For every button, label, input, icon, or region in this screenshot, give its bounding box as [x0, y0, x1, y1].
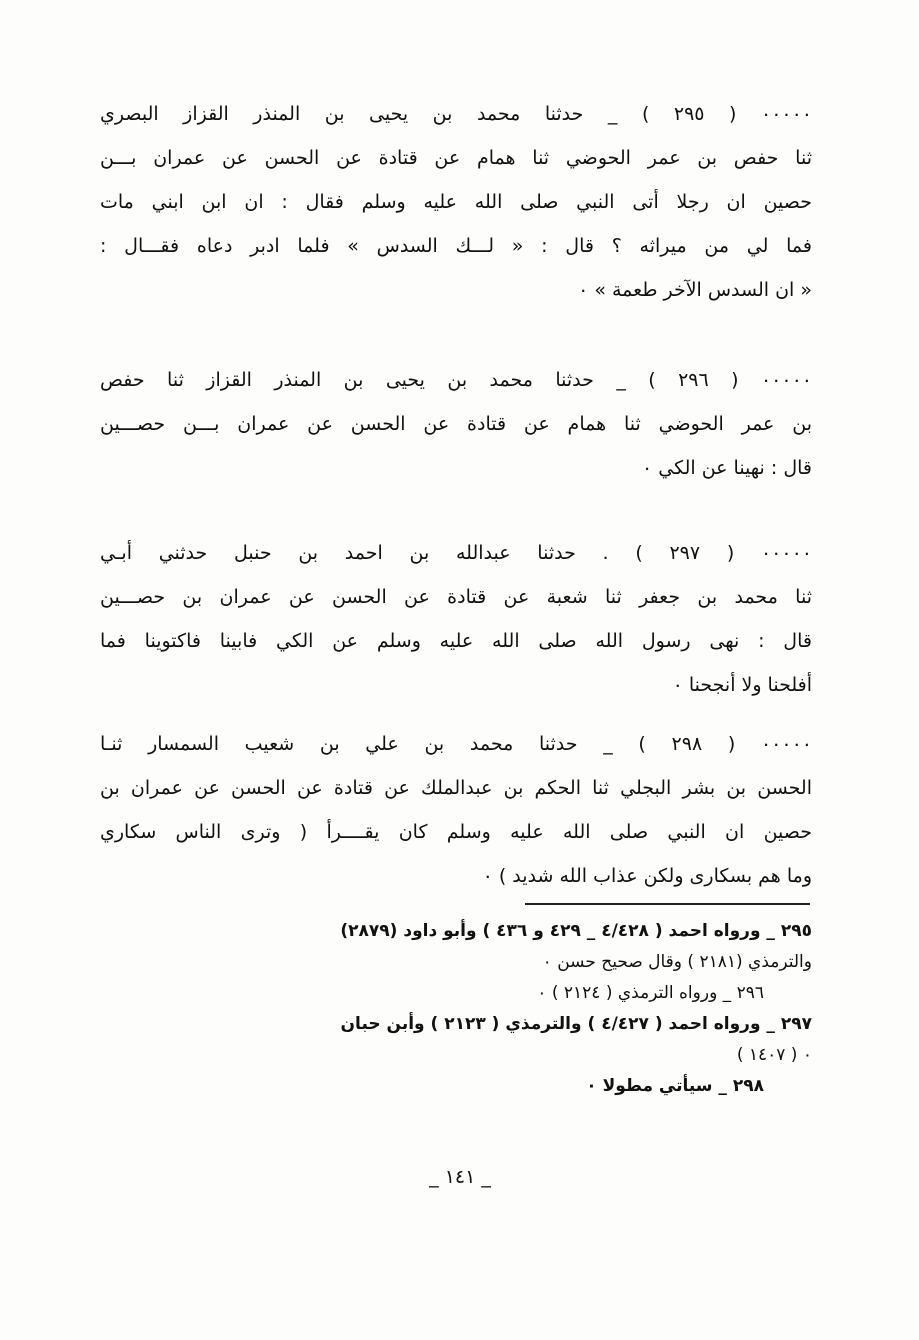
footnote-295-line-2: والترمذي (٢١٨١ ) وقال صحيح حسن ٠ [542, 952, 812, 972]
hadith-297 [100, 531, 812, 707]
hadith-297-line-2: ثنا محمد بن جعفر ثنا شعبة عن قتادة عن الحسن عن عمران بن حصـــين [100, 586, 812, 608]
hadith-298-line-3: حصين ان النبي صلى الله عليه وسلم كان يقــــرأ ( وترى الناس سكاري [100, 821, 812, 843]
page-number: _ ١٤١ _ [429, 1166, 491, 1188]
hadith-295-line-5: « ان السدس الآخر طعمة » ٠ [578, 279, 812, 301]
hadith-295 [100, 92, 812, 312]
hadith-297-line-4: أفلحنا ولا أنجحنا ٠ [672, 674, 812, 696]
hadith-298-line-2: الحسن بن بشر البجلي ثنا الحكم بن عبدالملك عن قتادة عن الحسن عن عمران بن [100, 777, 812, 799]
footnote-297-line-1: ٢٩٧ _ ورواه احمد ( ٤/٤٢٧ ) والترمذي ( ٢١٢٣ ) وأبن حبان [340, 1014, 812, 1034]
hadith-298 [100, 722, 812, 898]
hadith-296 [100, 358, 812, 490]
footnote-295-line-1: ٢٩٥ _ ورواه احمد ( ٤/٤٢٨ _ ٤٢٩ و ٤٣٦ ) وأبو داود (٢٨٧٩) [340, 921, 812, 941]
footnotes [100, 916, 812, 1102]
hadith-297-line-1: ٠٠٠٠٠ ( ٢٩٧ ) . حدثنا عبدالله بن احمد بن حنبل حدثني أبـي [100, 542, 812, 564]
hadith-298-line-4: وما هم بسكارى ولكن عذاب الله شديد ) ٠ [482, 865, 812, 887]
hadith-295-line-2: ثنا حفص بن عمر الحوضي ثنا همام عن قتادة عن الحسن عن عمران بـــن [100, 147, 812, 169]
hadith-296-line-3: قال : نهينا عن الكي ٠ [642, 457, 812, 479]
footnote-298: ٢٩٨ _ سيأتي مطولا ٠ [586, 1076, 764, 1096]
hadith-296-line-1: ٠٠٠٠٠ ( ٢٩٦ ) _ حدثنا محمد بن يحيى بن المنذر القزاز ثنا حفص [100, 369, 812, 391]
footnote-296: ٢٩٦ _ ورواه الترمذي ( ٢١٢٤ ) ٠ [537, 983, 764, 1003]
hadith-296-line-2: بن عمر الحوضي ثنا همام عن قتادة عن الحسن عن عمران بـــن حصـــين [100, 413, 812, 435]
hadith-295-line-3: حصين ان رجلا أتى النبي صلى الله عليه وسلم فقال : ان ابن ابني مات [100, 191, 812, 213]
footnote-297-line-2: ( ١٤٠٧ ) ٠ [736, 1045, 812, 1065]
footnote-divider [525, 903, 810, 905]
hadith-298-line-1: ٠٠٠٠٠ ( ٢٩٨ ) _ حدثنا محمد بن علي بن شعيب السمسار ثنـا [100, 733, 812, 755]
hadith-295-line-4: فما لي من ميراثه ؟ قال : « لـــك السدس » فلما ادبر دعاه فقـــال : [100, 235, 812, 257]
hadith-295-line-1: ٠٠٠٠٠ ( ٢٩٥ ) _ حدثنا محمد بن يحيى بن المنذر القزاز البصري [100, 103, 812, 125]
hadith-297-line-3: قال : نهى رسول الله صلى الله عليه وسلم عن الكي فابينا فاكتوينا فما [100, 630, 812, 652]
